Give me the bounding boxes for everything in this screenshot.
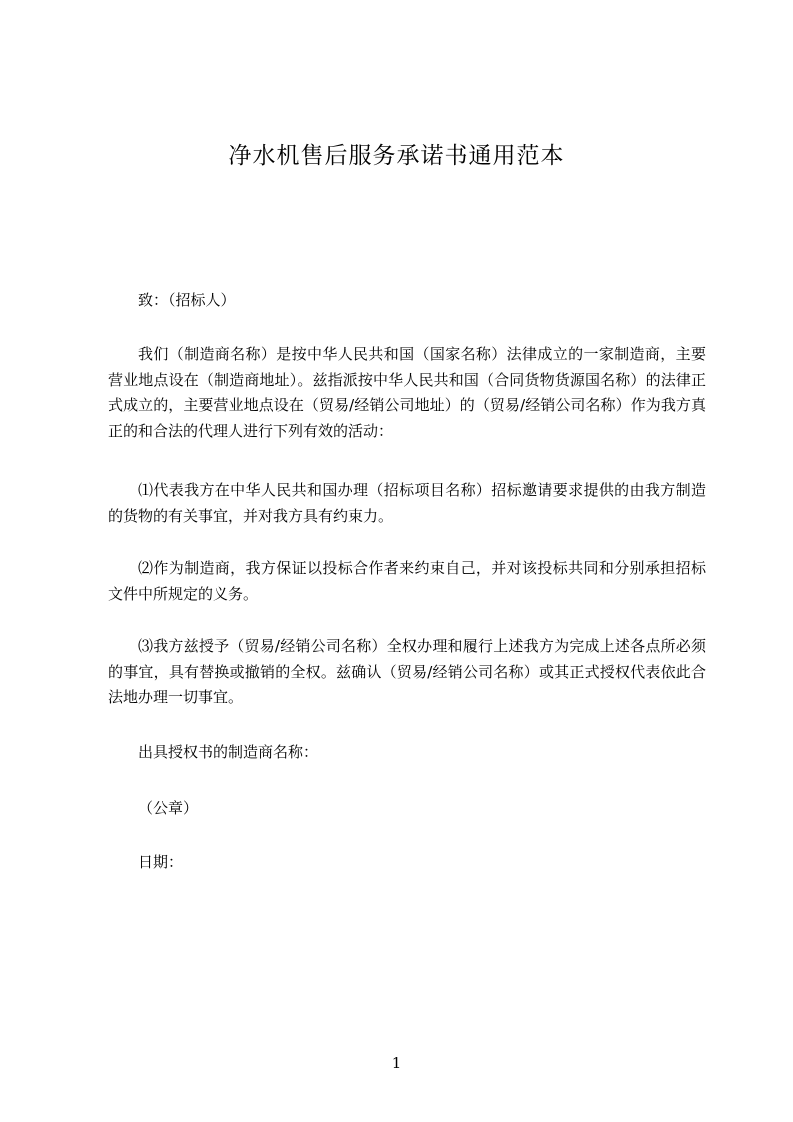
authorization-item-1: ⑴代表我方在中华人民共和国办理（招标项目名称）招标邀请要求提供的由我方制造的货物的有关事宜，并对我方具有约束力。 — [108, 481, 706, 525]
authorization-item-2: ⑵作为制造商，我方保证以投标合作者来约束自己，并对该投标共同和分别承担招标文件中所规定的义务。 — [108, 559, 706, 603]
authorization-item-3: ⑶我方兹授予（贸易/经销公司名称）全权办理和履行上述我方为完成上述各点所必须的事宜，具有替换或撤销的全权。兹确认（贸易/经销公司名称）或其正式授权代表依此合法地办理一切事宜。 — [108, 637, 706, 706]
seal-label: （公章） — [138, 799, 199, 817]
date-label: 日期： — [138, 853, 184, 871]
intro-paragraph: 我们（制造商名称）是按中华人民共和国（国家名称）法律成立的一家制造商，主要营业地点设在（制造商地址）。兹指派按中华人民共和国（合同货物货源国名称）的法律正式成立的，主要营业地点设在（贸易/经销公司地址）的（贸易/经销公司名称）作为我方真正的和合法的代理人进行下列有效的活动： — [108, 345, 706, 440]
issuer-name-label: 出具授权书的制造商名称： — [138, 743, 319, 761]
page-number: 1 — [391, 1054, 402, 1072]
salutation: 致：（招标人） — [138, 291, 236, 309]
document-title: 净水机售后服务承诺书通用范本 — [228, 143, 565, 169]
